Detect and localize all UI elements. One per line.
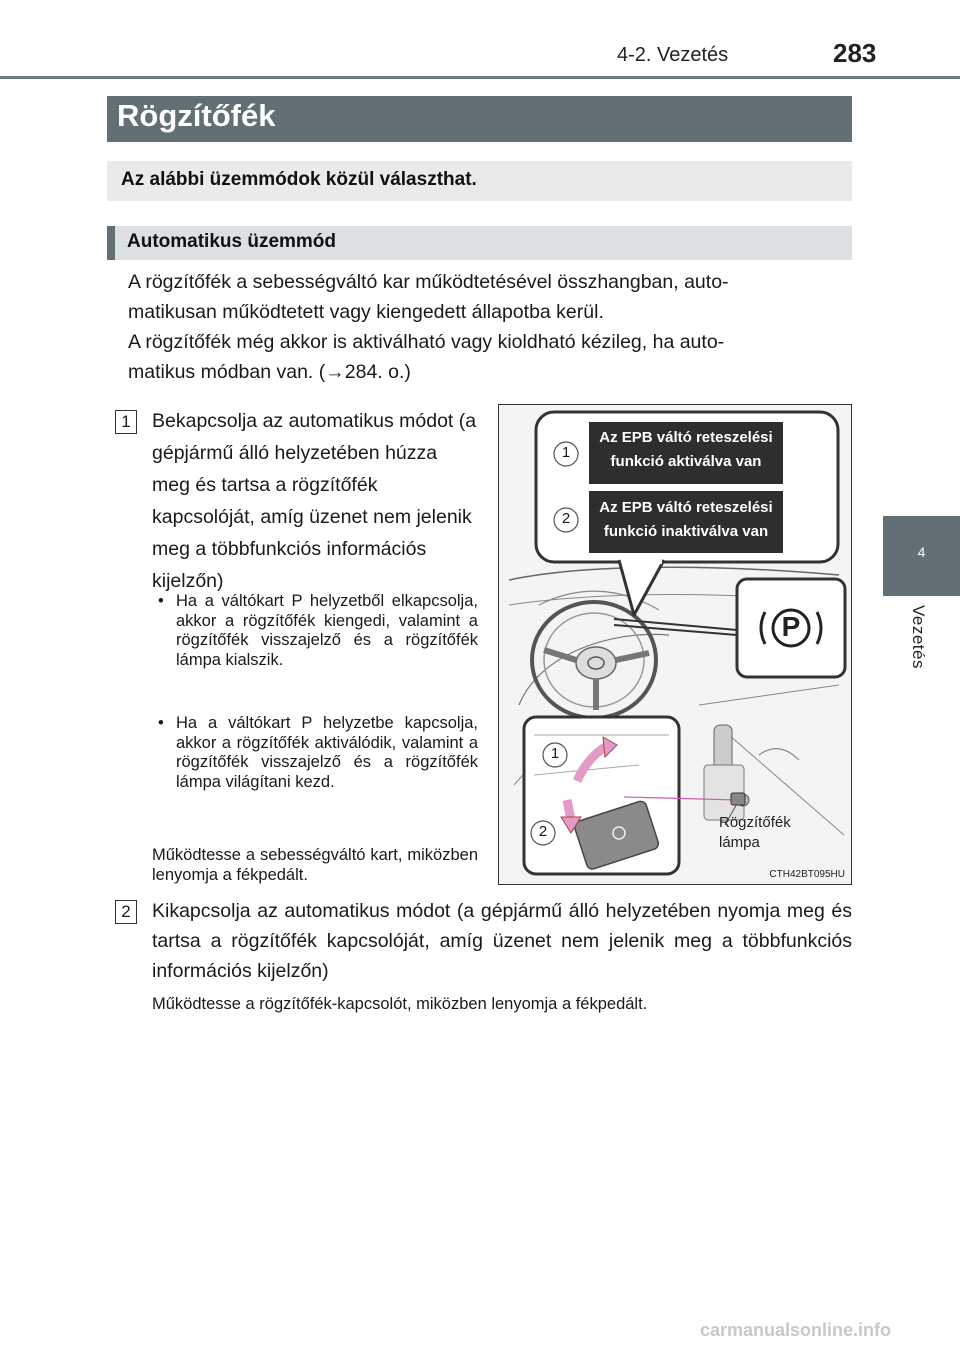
- title-bar: [107, 96, 852, 142]
- message-2-line1: Az EPB váltó reteszelési: [599, 499, 773, 516]
- message-2-number: 2: [561, 510, 571, 527]
- message-1-line2: funkció aktiválva van: [610, 453, 762, 470]
- subtitle: Automatikus üzemmód: [127, 231, 337, 252]
- bullet-dot: •: [158, 592, 164, 610]
- subtitle-bar: [107, 226, 852, 260]
- lamp-label-line2: lámpa: [719, 834, 760, 851]
- message-2-line2: funkció inaktiválva van: [603, 523, 769, 540]
- step-2-text: Kikapcsolja az automatikus módot (a gépjármű álló helyzetében nyomja meg és tartsa a rögzítőfék kapcsolóját, amíg üzenet nem jelenik meg a többfunkciós információs kijelzőn): [152, 900, 852, 982]
- figure-code: CTH42BT095HU: [769, 869, 845, 880]
- chapter-tab: 4: [883, 516, 960, 596]
- header-section: 4-2. Vezetés: [617, 44, 729, 66]
- bullet-text: Ha a váltókart P helyzetbe kapcsolja, akkor a rögzítőfék aktiválódik, valamint a rögzítőfék visszajelző és a rögzítőfék lámpa világítani kezd.: [176, 714, 478, 791]
- page-title: Rögzítőfék: [117, 98, 276, 133]
- step-number-2: 2: [115, 900, 137, 924]
- message-1-line1: Az EPB váltó reteszelési: [599, 429, 773, 446]
- paragraph-line: matikus módban van. (→284. o.): [128, 361, 411, 383]
- parking-brake-indicator-icon: P: [781, 611, 801, 642]
- lamp-label: [719, 813, 791, 853]
- bullet-dot: •: [158, 714, 164, 732]
- paragraph-line: matikusan működtetett vagy kiengedett állapotba kerül.: [128, 301, 604, 323]
- step-2-note: Működtesse a rögzítőfék-kapcsolót, miközben lenyomja a fékpedált.: [152, 995, 648, 1013]
- header-rule: [0, 76, 960, 79]
- dashboard-illustration: [499, 405, 851, 884]
- page-number: 283: [833, 38, 877, 68]
- intro-text: Az alábbi üzemmódok közül választhat.: [121, 169, 477, 190]
- watermark: carmanualsonline.info: [700, 1320, 892, 1340]
- message-1-number: 1: [561, 444, 571, 461]
- step-1-note: Működtesse a sebességváltó kart, miközben lenyomja a fékpedált.: [152, 846, 478, 884]
- paragraph-line: A rögzítőfék még akkor is aktiválható vagy kioldható kézileg, ha auto-: [128, 331, 725, 353]
- bullet-item: [158, 714, 478, 792]
- illustration: [498, 404, 852, 885]
- inset-number-1: 1: [550, 745, 560, 762]
- paragraph-line: A rögzítőfék a sebességváltó kar működtetésével összhangban, auto-: [128, 271, 729, 293]
- chapter-label: Vezetés: [909, 605, 928, 669]
- step-1-text: Bekapcsolja az automatikus módot (a gépjármű álló helyzetében húzza meg és tartsa a rögzítőfék kapcsolóját, amíg üzenet nem jelenik meg a többfunkciós információs kijelzőn): [152, 410, 477, 592]
- intro-bar: [107, 161, 852, 201]
- bullet-text: Ha a váltókart P helyzetből elkapcsolja, akkor a rögzítőfék kiengedi, valamint a rögzítőfék visszajelző és a rögzítőfék lámpa kialszik.: [176, 592, 478, 669]
- inset-number-2: 2: [538, 823, 548, 840]
- step-number-1: 1: [115, 410, 137, 434]
- lamp-label-line1: Rögzítőfék: [719, 814, 791, 831]
- bullet-item: [158, 592, 478, 670]
